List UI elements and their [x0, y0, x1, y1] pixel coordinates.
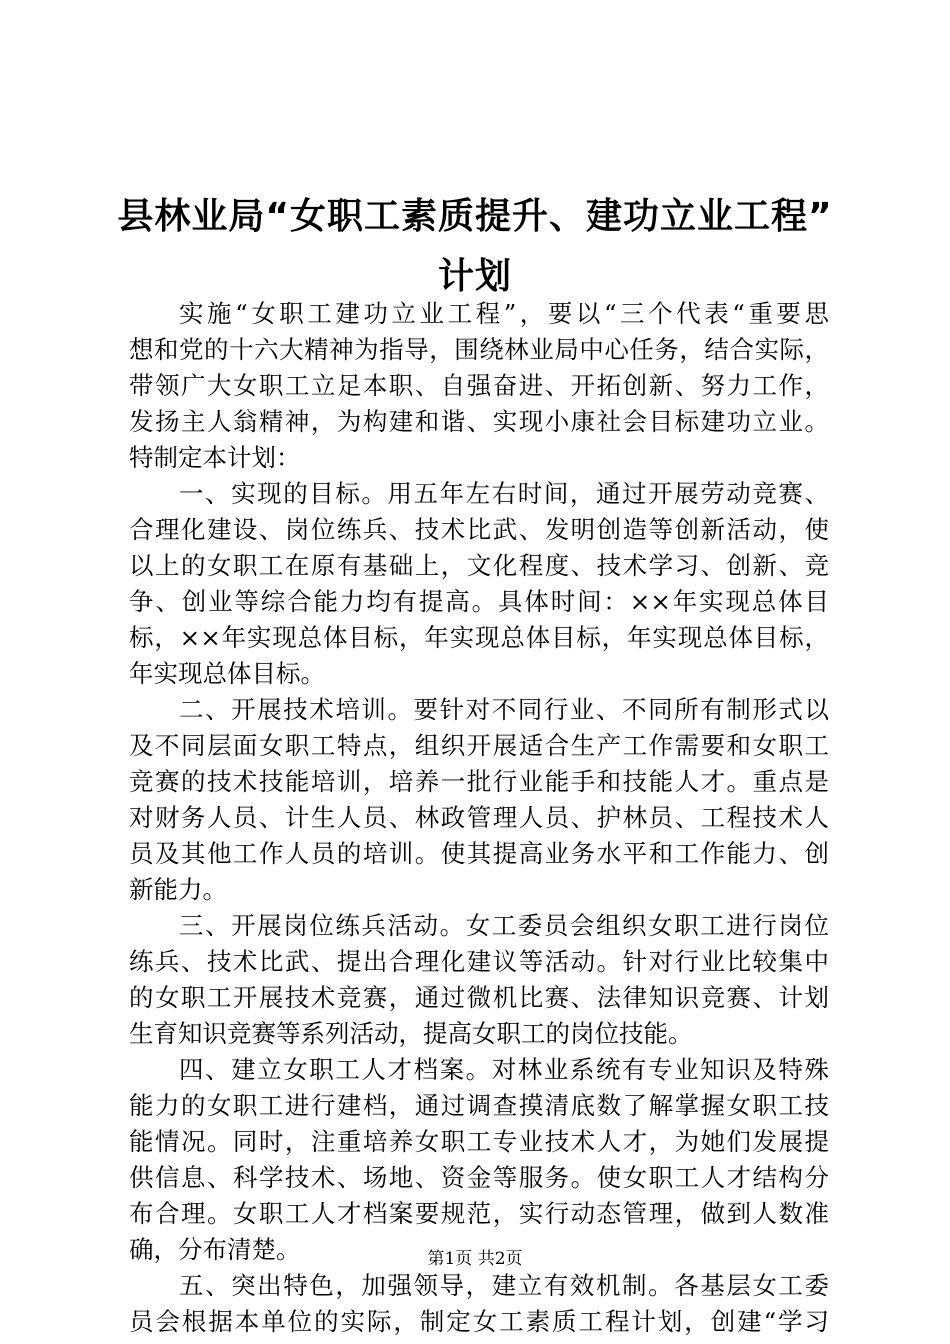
- body-line: 能情况。同时，注重培养女职工专业技术人才，为她们发展提: [129, 1127, 829, 1156]
- body-line: 能力的女职工进行建档，通过调查摸清底数了解掌握女职工技: [129, 1091, 829, 1120]
- body-line: 竞赛的技术技能培训，培养一批行业能手和技能人才。重点是: [129, 767, 829, 796]
- body-line: 新能力。: [129, 875, 227, 904]
- body-line: 及不同层面女职工特点，组织开展适合生产工作需要和女职工: [129, 731, 829, 760]
- body-line: 员会根据本单位的实际，制定女工素质工程计划，创建“学习: [129, 1307, 829, 1336]
- body-line: 五、突出特色，加强领导，建立有效机制。各基层女工委: [179, 1271, 829, 1300]
- body-line: 争、创业等综合能力均有提高。具体时间：××年实现总体目: [129, 587, 829, 616]
- body-line: 二、开展技术培训。要针对不同行业、不同所有制形式以: [179, 695, 829, 724]
- body-line: 标，××年实现总体目标，年实现总体目标，年实现总体目标，: [129, 623, 829, 652]
- body-line: 四、建立女职工人才档案。对林业系统有专业知识及特殊: [179, 1055, 829, 1084]
- body-line: 三、开展岗位练兵活动。女工委员会组织女职工进行岗位: [179, 911, 829, 940]
- body-line: 合理化建设、岗位练兵、技术比武、发明创造等创新活动，使: [129, 515, 829, 544]
- body-line: 供信息、科学技术、场地、资金等服务。使女职工人才结构分: [129, 1163, 829, 1192]
- body-line: 对财务人员、计生人员、林政管理人员、护林员、工程技术人: [129, 803, 829, 832]
- body-line: 带领广大女职工立足本职、自强奋进、开拓创新、努力工作，: [129, 371, 829, 400]
- body-line: 一、实现的目标。用五年左右时间，通过开展劳动竞赛、: [179, 479, 829, 508]
- body-line: 实施“女职工建功立业工程”，要以“三个代表“重要思: [179, 299, 829, 328]
- body-line: 年实现总体目标。: [129, 659, 325, 688]
- body-line: 想和党的十六大精神为指导，围绕林业局中心任务，结合实际，: [129, 335, 829, 364]
- document-title-line-2: 计划: [437, 256, 512, 297]
- body-line: 发扬主人翁精神，为构建和谐、实现小康社会目标建功立业。: [129, 407, 829, 436]
- body-line: 的女职工开展技术竞赛，通过微机比赛、法律知识竞赛、计划: [129, 983, 829, 1012]
- body-line: 生育知识竞赛等系列活动，提高女职工的岗位技能。: [129, 1019, 693, 1048]
- body-line: 以上的女职工在原有基础上，文化程度、技术学习、创新、竞: [129, 551, 829, 580]
- body-line: 布合理。女职工人才档案要规范，实行动态管理，做到人数准: [129, 1199, 829, 1228]
- body-line: 特制定本计划：: [129, 443, 301, 472]
- body-line: 确，分布清楚。: [129, 1235, 301, 1264]
- body-line: 员及其他工作人员的培训。使其提高业务水平和工作能力、创: [129, 839, 829, 868]
- document-title-line-1: 县林业局“女职工素质提升、建功立业工程”: [117, 196, 833, 237]
- page-footer: 第1页 共2页: [427, 1249, 523, 1269]
- body-line: 练兵、技术比武、提出合理化建议等活动。针对行业比较集中: [129, 947, 829, 976]
- document-body: [129, 296, 829, 1340]
